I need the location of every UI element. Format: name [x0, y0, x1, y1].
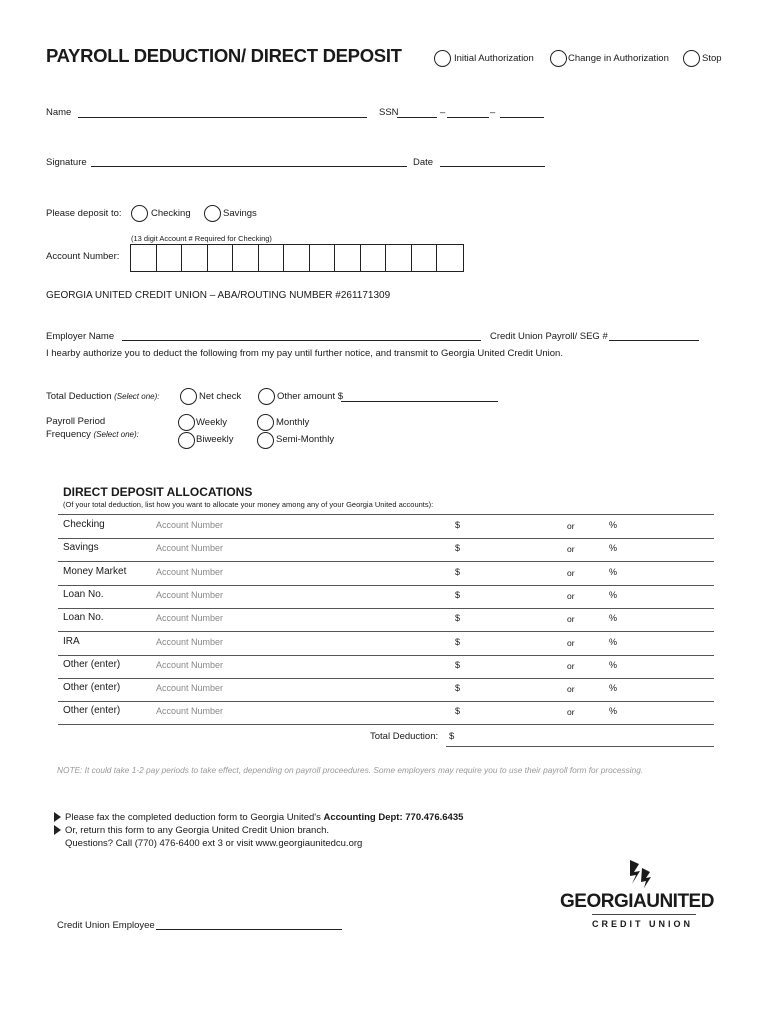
account-type: Loan No. [63, 588, 104, 600]
or-label: or [567, 614, 575, 625]
deposit-to-label: Please deposit to: [46, 208, 122, 219]
or-label: or [567, 590, 575, 601]
account-number-input[interactable]: Account Number [156, 566, 224, 577]
total-deduction-dollar: $ [449, 731, 455, 742]
amount-dollar-field[interactable]: $ [455, 520, 461, 530]
return-instruction: Or, return this form to any Georgia United Credit Union branch. [54, 825, 329, 836]
amount-dollar-field[interactable]: $ [455, 613, 461, 624]
routing-number: GEORGIA UNITED CREDIT UNION – ABA/ROUTING NUMBER #261171309 [46, 290, 391, 301]
account-type: Other (enter) [63, 658, 121, 670]
other-amount-label: Other amount $ [277, 391, 344, 402]
semi-monthly-label: Semi-Monthly [276, 434, 335, 445]
total-deduction-row-label: Total Deduction: [370, 731, 439, 742]
logo-divider [592, 914, 696, 915]
date-field[interactable] [440, 166, 545, 167]
or-label: or [567, 544, 575, 555]
name-label: Name [46, 107, 72, 118]
frequency-label: Frequency (Select one): [46, 429, 139, 440]
percent-field[interactable]: % [609, 659, 618, 670]
account-number-input[interactable]: Account Number [156, 589, 224, 600]
form-title: PAYROLL DEDUCTION/ DIRECT DEPOSIT [46, 45, 402, 66]
table-row [58, 585, 714, 609]
ssn-dash: – [490, 107, 496, 118]
table-row [58, 655, 714, 679]
ssn-label: SSN [379, 107, 399, 118]
percent-field[interactable]: % [609, 566, 618, 577]
account-note: (13 digit Account # Required for Checking) [131, 234, 272, 243]
employer-name-label: Employer Name [46, 331, 115, 342]
or-label: or [567, 521, 575, 531]
authorization-text: I hearby authorize you to deduct the following from my pay until further notice, and transmit to Georgia United Credit Union. [46, 348, 563, 359]
account-type: Savings [63, 542, 99, 554]
signature-field[interactable] [91, 166, 407, 167]
percent-field[interactable]: % [609, 543, 618, 554]
table-row [58, 632, 714, 656]
account-number-input[interactable]: Account Number [156, 543, 224, 554]
account-number-input[interactable]: Account Number [156, 613, 224, 624]
semi-monthly-radio[interactable] [257, 432, 274, 449]
percent-field[interactable]: % [609, 613, 618, 624]
account-type: IRA [63, 635, 80, 647]
table-row [58, 538, 714, 562]
change-authorization-radio[interactable] [550, 50, 567, 67]
account-number-input[interactable]: Account Number [156, 636, 224, 647]
account-type: Checking [63, 519, 105, 530]
ssn-field-1[interactable] [397, 117, 437, 118]
other-amount-field[interactable] [341, 401, 498, 402]
employee-label: Credit Union Employee [57, 920, 155, 931]
questions-instruction: Questions? Call (770) 476-6400 ext 3 or visit www.georgiaunitedcu.org [65, 838, 363, 849]
biweekly-label: Biweekly [196, 434, 234, 445]
payroll-period-label: Payroll Period [46, 416, 106, 427]
date-label: Date [413, 157, 434, 168]
biweekly-radio[interactable] [178, 432, 195, 449]
checking-label: Checking [151, 208, 191, 219]
change-authorization-label: Change in Authorization [568, 53, 669, 64]
table-row [58, 701, 714, 725]
or-label: or [567, 567, 575, 578]
processing-note: NOTE: It could take 1-2 pay periods to take effect, depending on payroll proceedures. Some employers may require you to use their payroll form for processing. [57, 765, 644, 775]
percent-field[interactable]: % [609, 683, 618, 694]
weekly-label: Weekly [196, 417, 227, 428]
table-row [58, 608, 714, 632]
net-check-label: Net check [199, 391, 242, 402]
account-type: Other (enter) [63, 682, 121, 694]
total-deduction-field[interactable] [446, 746, 714, 747]
amount-dollar-field[interactable]: $ [455, 683, 461, 694]
seg-label: Credit Union Payroll/ SEG # [490, 331, 608, 342]
ssn-field-2[interactable] [447, 117, 489, 118]
account-number-input[interactable]: Account Number [156, 659, 224, 670]
account-number-input[interactable]: Account Number [156, 706, 224, 717]
or-label: or [567, 637, 575, 648]
table-row [58, 562, 714, 586]
monthly-radio[interactable] [257, 414, 274, 431]
georgia-united-logo-mark [624, 858, 656, 890]
account-number-boxes[interactable] [130, 244, 464, 272]
amount-dollar-field[interactable]: $ [455, 659, 461, 670]
account-number-input[interactable]: Account Number [156, 683, 224, 694]
allocations-subtitle: (Of your total deduction, list how you want to allocate your money among any of your Georgia United accounts): [63, 500, 434, 509]
checking-radio[interactable] [131, 205, 148, 222]
total-deduction-label: Total Deduction (Select one): [46, 391, 160, 402]
weekly-radio[interactable] [178, 414, 195, 431]
account-type: Money Market [63, 565, 127, 577]
account-type: Other (enter) [63, 705, 121, 717]
account-type: Loan No. [63, 612, 104, 624]
employee-field[interactable] [156, 929, 342, 930]
percent-field[interactable]: % [609, 636, 618, 647]
account-number-input[interactable]: Account Number [156, 520, 224, 530]
amount-dollar-field[interactable]: $ [455, 566, 461, 577]
savings-radio[interactable] [204, 205, 221, 222]
initial-authorization-radio[interactable] [434, 50, 451, 67]
seg-field[interactable] [609, 340, 699, 341]
arrow-icon [54, 825, 61, 835]
fax-instruction: Please fax the completed deduction form to Georgia United's Accounting Dept: 770.476.6435 [54, 812, 463, 823]
arrow-icon [54, 812, 61, 822]
stop-label: Stop [702, 53, 722, 64]
logo-wordmark: GEORGIAUNITED [560, 891, 714, 912]
table-row [58, 515, 714, 539]
or-label: or [567, 660, 575, 671]
logo-subtext: CREDIT UNION [592, 919, 693, 929]
monthly-label: Monthly [276, 417, 310, 428]
account-number-label: Account Number: [46, 251, 120, 262]
initial-authorization-label: Initial Authorization [454, 53, 534, 64]
stop-radio[interactable] [683, 50, 700, 67]
employer-name-field[interactable] [122, 340, 481, 341]
percent-field[interactable]: % [609, 520, 618, 530]
name-field[interactable] [78, 117, 367, 118]
amount-dollar-field[interactable]: $ [455, 706, 461, 717]
net-check-radio[interactable] [180, 388, 197, 405]
or-label: or [567, 684, 575, 695]
other-amount-radio[interactable] [258, 388, 275, 405]
amount-dollar-field[interactable]: $ [455, 636, 461, 647]
amount-dollar-field[interactable]: $ [455, 589, 461, 600]
percent-field[interactable]: % [609, 589, 618, 600]
signature-label: Signature [46, 157, 87, 168]
percent-field[interactable]: % [609, 706, 618, 717]
allocations-title: DIRECT DEPOSIT ALLOCATIONS [63, 485, 253, 499]
or-label: or [567, 707, 575, 718]
table-row [58, 678, 714, 702]
savings-label: Savings [223, 208, 257, 219]
ssn-field-3[interactable] [500, 117, 544, 118]
amount-dollar-field[interactable]: $ [455, 543, 461, 554]
ssn-dash: – [440, 107, 446, 118]
